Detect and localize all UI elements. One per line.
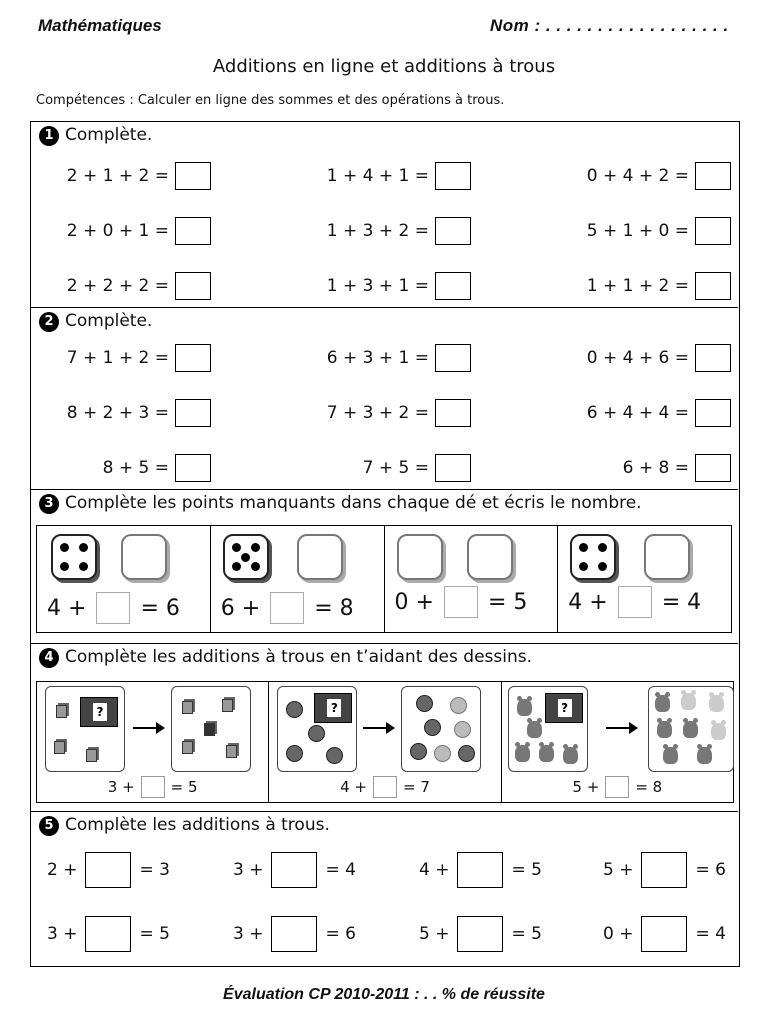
dice-item — [37, 526, 211, 632]
section-1-title: 1 Complète. — [39, 125, 152, 146]
picture-equation: 5 + = 8 — [572, 778, 663, 796]
dice-row — [36, 525, 732, 633]
hole-equation: 5 + = 6 — [603, 852, 726, 888]
before-panel — [277, 686, 357, 772]
answer-box[interactable] — [175, 454, 211, 482]
equation: 7 + 3 + 2 = — [311, 399, 471, 427]
answer-box[interactable] — [435, 272, 471, 300]
picture-equation: 3 + = 5 — [107, 778, 198, 796]
picture-item — [502, 682, 733, 802]
answer-box[interactable] — [435, 344, 471, 372]
equation: 2 + 2 + 2 = — [51, 272, 211, 300]
equation: 1 + 4 + 1 = — [311, 162, 471, 190]
section-1 — [31, 122, 738, 308]
hole-equation: 3 + = 5 — [47, 916, 170, 952]
dice-equation: 4 + = 4 — [568, 586, 701, 618]
equation: 6 + 3 + 1 = — [311, 344, 471, 372]
hole-equation: 3 + = 4 — [233, 852, 356, 888]
answer-box[interactable] — [271, 916, 317, 952]
dice-equation: 0 + = 5 — [395, 586, 528, 618]
answer-box[interactable] — [175, 272, 211, 300]
dice-icon — [223, 534, 269, 580]
evaluation-footer: Évaluation CP 2010-2011 : . . % de réussite — [223, 986, 545, 1003]
section-2 — [31, 308, 738, 490]
answer-box[interactable] — [85, 852, 131, 888]
hole-equation: 3 + = 6 — [233, 916, 356, 952]
empty-dice-icon[interactable] — [121, 534, 167, 580]
dice-equation: 6 + = 8 — [221, 592, 354, 624]
after-panel — [648, 686, 734, 772]
section-number-badge: 1 — [39, 126, 59, 146]
dice-item — [211, 526, 385, 632]
answer-box[interactable] — [695, 454, 731, 482]
equation: 1 + 3 + 2 = — [311, 217, 471, 245]
dice-item — [558, 526, 731, 632]
equation: 1 + 1 + 2 = — [571, 272, 731, 300]
answer-box[interactable] — [435, 454, 471, 482]
answer-box[interactable] — [271, 852, 317, 888]
dice-item — [385, 526, 559, 632]
section-5 — [31, 812, 738, 965]
answer-box[interactable] — [457, 916, 503, 952]
dice-icon — [570, 534, 616, 580]
picture-item — [37, 682, 269, 802]
before-panel — [508, 686, 588, 772]
picture-row — [36, 681, 734, 803]
equation: 5 + 1 + 0 = — [571, 217, 731, 245]
arrow-icon — [133, 727, 163, 729]
equation: 0 + 4 + 2 = — [571, 162, 731, 190]
picture-equation: 4 + = 7 — [340, 778, 430, 796]
section-number-badge: 3 — [39, 494, 59, 514]
subject-label: Mathématiques — [38, 16, 162, 35]
answer-box[interactable] — [641, 916, 687, 952]
hole-equation: 5 + = 5 — [419, 916, 542, 952]
before-panel — [45, 686, 125, 772]
equation: 2 + 1 + 2 = — [51, 162, 211, 190]
answer-box[interactable] — [435, 162, 471, 190]
empty-dice-icon[interactable] — [297, 534, 343, 580]
section-number-badge: 5 — [39, 816, 59, 836]
equation: 8 + 2 + 3 = — [51, 399, 211, 427]
picture-item — [269, 682, 501, 802]
answer-box[interactable] — [175, 399, 211, 427]
after-panel — [401, 686, 481, 772]
equation: 7 + 1 + 2 = — [51, 344, 211, 372]
empty-dice-icon[interactable] — [644, 534, 690, 580]
answer-box[interactable] — [85, 916, 131, 952]
gift-icon: ? — [545, 693, 583, 723]
hole-equation: 4 + = 5 — [419, 852, 542, 888]
section-5-title: 5 Complète les additions à trous. — [39, 815, 330, 836]
gift-icon: ? — [314, 693, 352, 723]
answer-box[interactable] — [618, 586, 652, 618]
exercise-frame — [30, 121, 740, 967]
hole-equation: 0 + = 4 — [603, 916, 726, 952]
answer-box[interactable] — [96, 592, 130, 624]
answer-box[interactable] — [695, 162, 731, 190]
answer-box[interactable] — [435, 217, 471, 245]
equation: 6 + 8 = — [571, 454, 731, 482]
answer-box[interactable] — [175, 217, 211, 245]
section-4 — [31, 644, 738, 812]
answer-box[interactable] — [695, 344, 731, 372]
answer-box[interactable] — [641, 852, 687, 888]
arrow-icon — [363, 727, 393, 729]
equation: 7 + 5 = — [311, 454, 471, 482]
empty-dice-icon[interactable] — [467, 534, 513, 580]
answer-box[interactable] — [695, 272, 731, 300]
answer-box[interactable] — [175, 344, 211, 372]
answer-box[interactable] — [444, 586, 478, 618]
section-3 — [31, 490, 738, 644]
page-title: Additions en ligne et additions à trous — [212, 56, 556, 77]
section-3-title: 3 Complète les points manquants dans chaque dé et écris le nombre. — [39, 493, 642, 514]
answer-box[interactable] — [605, 776, 629, 798]
equation: 2 + 0 + 1 = — [51, 217, 211, 245]
equation: 6 + 4 + 4 = — [571, 399, 731, 427]
competences-text: Compétences : Calculer en ligne des sommes et des opérations à trous. — [36, 93, 505, 108]
dice-equation: 4 + = 6 — [47, 592, 180, 624]
after-panel — [171, 686, 251, 772]
answer-box[interactable] — [435, 399, 471, 427]
answer-box[interactable] — [457, 852, 503, 888]
answer-box[interactable] — [270, 592, 304, 624]
section-number-badge: 4 — [39, 648, 59, 668]
name-field[interactable]: Nom : . . . . . . . . . . . . . . . . . . — [490, 16, 729, 35]
answer-box[interactable] — [175, 162, 211, 190]
arrow-icon — [606, 727, 636, 729]
answer-box[interactable] — [373, 776, 397, 798]
equation: 1 + 3 + 1 = — [311, 272, 471, 300]
gift-icon: ? — [80, 697, 118, 727]
equation: 8 + 5 = — [51, 454, 211, 482]
equation: 0 + 4 + 6 = — [571, 344, 731, 372]
answer-box[interactable] — [141, 776, 165, 798]
section-number-badge: 2 — [39, 312, 59, 332]
dice-icon — [51, 534, 97, 580]
answer-box[interactable] — [695, 399, 731, 427]
section-2-title: 2 Complète. — [39, 311, 152, 332]
hole-equation: 2 + = 3 — [47, 852, 170, 888]
empty-dice-icon[interactable] — [397, 534, 443, 580]
section-4-title: 4 Complète les additions à trous en t’aidant des dessins. — [39, 647, 532, 668]
answer-box[interactable] — [695, 217, 731, 245]
